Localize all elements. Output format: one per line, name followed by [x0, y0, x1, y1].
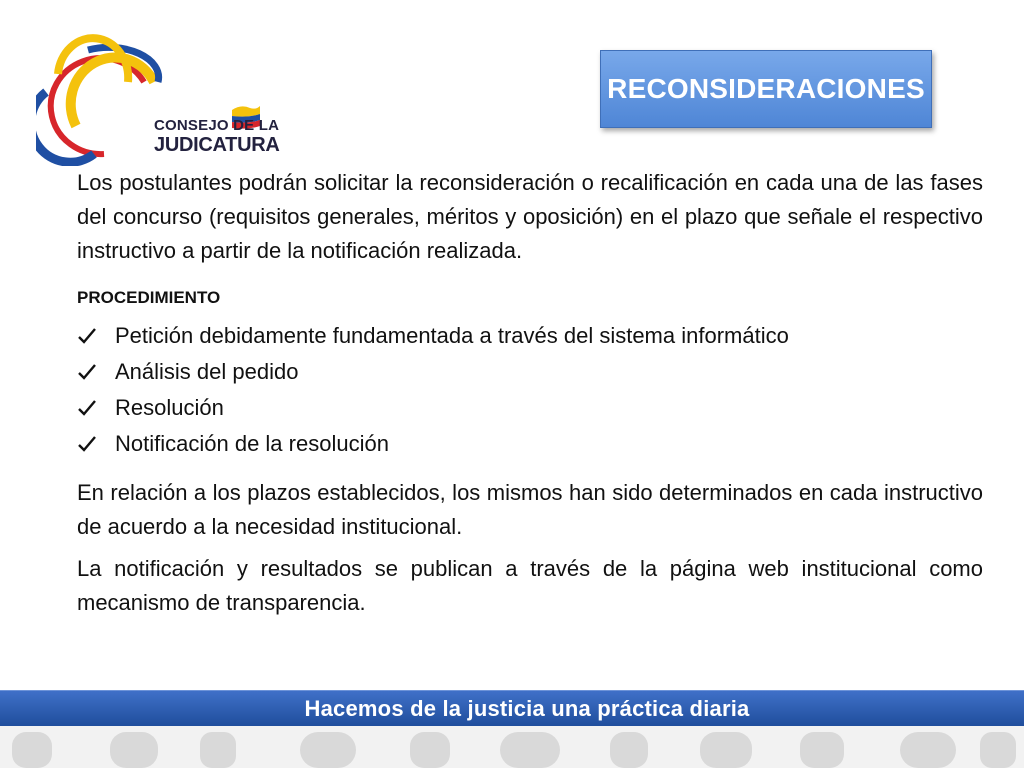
logo-line-2: JUDICATURA	[154, 134, 280, 156]
procedure-list	[77, 318, 983, 462]
logo	[36, 30, 280, 166]
list-item	[77, 354, 983, 390]
logo-line-1: CONSEJO DE LA	[154, 117, 280, 134]
procedure-heading: PROCEDIMIENTO	[77, 288, 221, 307]
list-item-label: Notificación de la resolución	[115, 431, 389, 456]
footer-decoration	[0, 726, 1024, 768]
page-title: RECONSIDERACIONES	[607, 73, 925, 104]
list-item	[77, 390, 983, 426]
main-content	[77, 166, 983, 620]
title-box	[600, 50, 932, 128]
checkmark-icon	[77, 362, 97, 382]
footer-slogan: Hacemos de la justicia una práctica diaria	[304, 696, 750, 721]
list-item-label: Análisis del pedido	[115, 359, 299, 384]
footer-band	[0, 690, 1024, 727]
checkmark-icon	[77, 398, 97, 418]
checkmark-icon	[77, 326, 97, 346]
list-item-label: Petición debidamente fundamentada a través del sistema informático	[115, 323, 789, 348]
list-item	[77, 318, 983, 354]
plazos-paragraph: En relación a los plazos establecidos, los mismos han sido determinados en cada instructivo de acuerdo a la necesidad institucional.	[77, 480, 983, 539]
list-item-label: Resolución	[115, 395, 224, 420]
intro-paragraph: Los postulantes podrán solicitar la reconsideración o recalificación en cada una de las fases del concurso (requisitos generales, méritos y oposición) en el plazo que señale el respectivo instructivo a partir de la notificación realizada.	[77, 170, 983, 263]
publication-paragraph: La notificación y resultados se publican a través de la página web institucional como mecanismo de transparencia.	[77, 556, 983, 615]
list-item	[77, 426, 983, 462]
checkmark-icon	[77, 434, 97, 454]
logo-wordmark	[154, 118, 280, 155]
